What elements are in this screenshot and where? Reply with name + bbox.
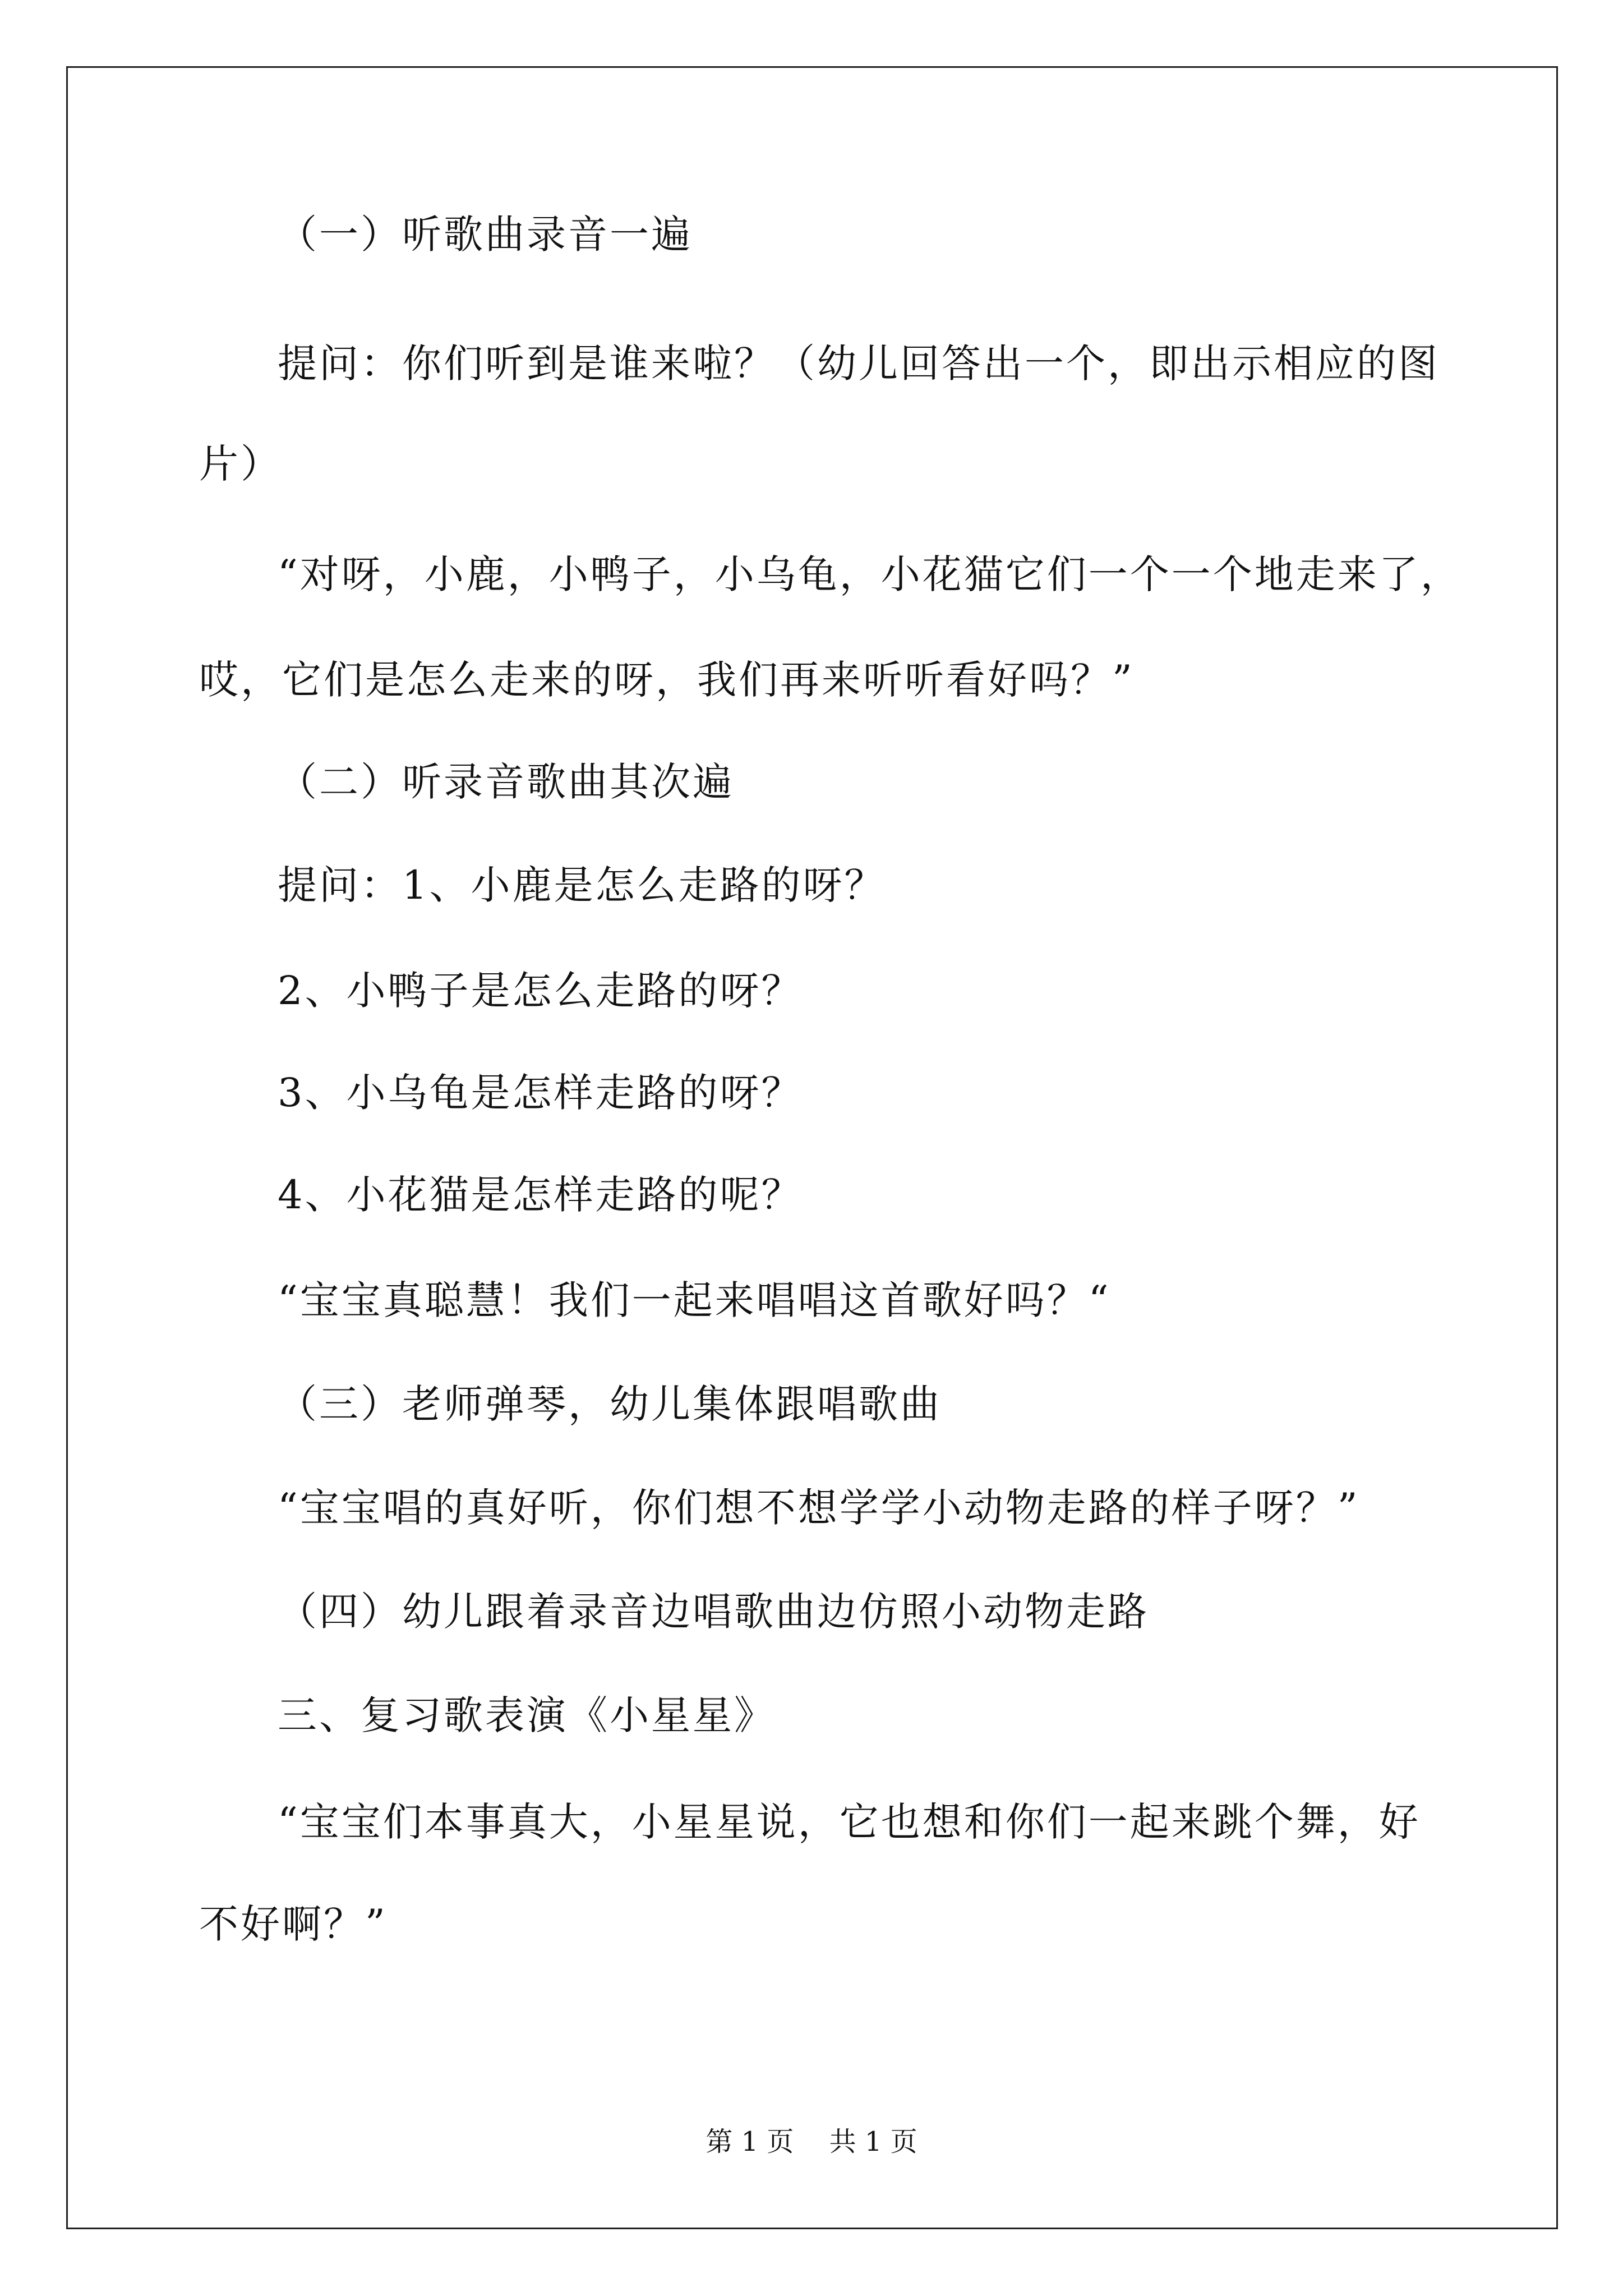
- paragraph-11: “宝宝唱的真好听，你们想不想学学小动物走路的样子呀？”: [278, 1485, 1360, 1531]
- paragraph-14-continued: 不好啊？”: [199, 1901, 388, 1947]
- paragraph-4: （二）听录音歌曲其次遍: [278, 759, 734, 805]
- paragraph-9: “宝宝真聪慧！我们一起来唱唱这首歌好吗？“: [278, 1277, 1111, 1323]
- paragraph-6: 2、小鸭子是怎么走路的呀？: [278, 968, 803, 1014]
- paragraph-7: 3、小乌龟是怎样走路的呀？: [278, 1070, 803, 1116]
- paragraph-2: 提问：你们听到是谁来啦？（幼儿回答出一个，即出示相应的图: [278, 341, 1440, 386]
- paragraph-13: 三、复习歌表演《小星星》: [278, 1692, 776, 1738]
- paragraph-2-continued: 片）: [199, 441, 282, 487]
- paragraph-8: 4、小花猫是怎样走路的呢？: [278, 1172, 803, 1218]
- paragraph-10: （三）老师弹琴，幼儿集体跟唱歌曲: [278, 1381, 942, 1427]
- paragraph-5: 提问：1、小鹿是怎么走路的呀？: [278, 862, 886, 908]
- paragraph-1: （一）听歌曲录音一遍: [278, 211, 693, 257]
- paragraph-3: “对呀，小鹿，小鸭子，小乌龟，小花猫它们一个一个地走来了，: [278, 551, 1462, 597]
- page-number-footer: 第 1 页 共 1 页: [706, 2126, 917, 2157]
- paragraph-14: “宝宝们本事真大，小星星说，它也想和你们一起来跳个舞，好: [278, 1799, 1421, 1845]
- paragraph-3-continued: 哎，它们是怎么走来的呀，我们再来听听看好吗？”: [199, 657, 1135, 703]
- paragraph-12: （四）幼儿跟着录音边唱歌曲边仿照小动物走路: [278, 1589, 1149, 1635]
